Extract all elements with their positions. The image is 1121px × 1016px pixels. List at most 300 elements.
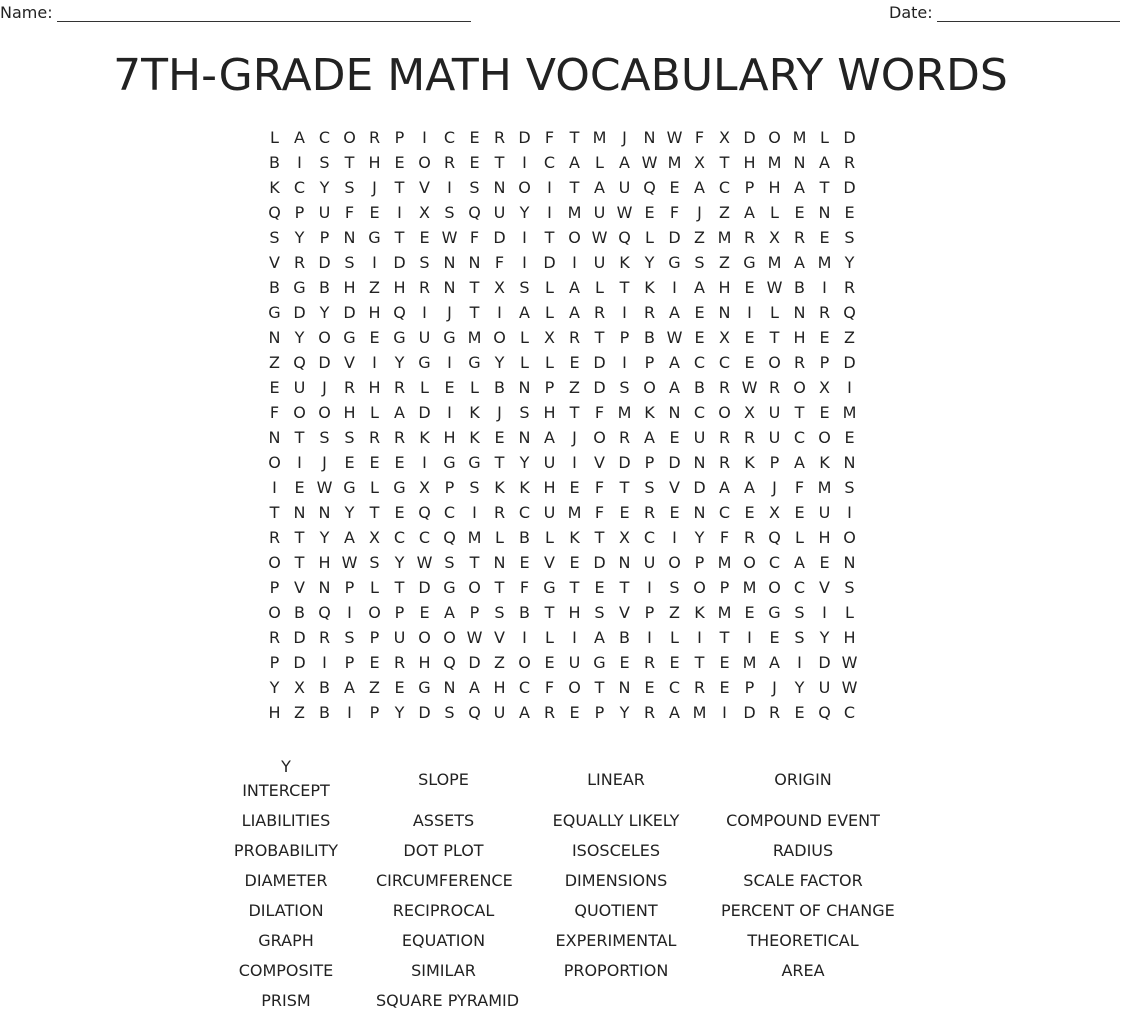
grid-cell[interactable]: E — [719, 653, 730, 672]
grid-cell[interactable]: O — [468, 578, 481, 597]
grid-cell[interactable]: E — [819, 328, 830, 347]
grid-cell[interactable]: X — [694, 153, 705, 172]
grid-cell[interactable]: F — [519, 578, 530, 597]
grid-cell[interactable]: E — [669, 503, 680, 522]
grid-cell[interactable]: I — [347, 603, 352, 622]
grid-cell[interactable]: V — [344, 353, 355, 372]
grid-cell[interactable]: I — [522, 253, 527, 272]
grid-cell[interactable]: E — [569, 353, 580, 372]
grid-cell[interactable]: H — [343, 403, 356, 422]
grid-cell[interactable]: U — [318, 203, 331, 222]
grid-cell[interactable]: Z — [294, 703, 305, 722]
grid-cell[interactable]: N — [468, 253, 481, 272]
grid-cell[interactable]: G — [343, 328, 356, 347]
grid-cell[interactable]: B — [494, 378, 505, 397]
grid-cell[interactable]: Q — [643, 178, 656, 197]
grid-cell[interactable]: Y — [844, 253, 855, 272]
grid-cell[interactable]: F — [544, 128, 555, 147]
grid-cell[interactable]: X — [619, 528, 630, 547]
grid-cell[interactable]: I — [547, 178, 552, 197]
grid-cell[interactable]: O — [768, 128, 781, 147]
grid-cell[interactable]: A — [819, 153, 830, 172]
grid-cell[interactable]: B — [319, 278, 330, 297]
grid-cell[interactable]: R — [618, 428, 631, 447]
grid-cell[interactable]: O — [593, 428, 606, 447]
grid-cell[interactable]: O — [268, 553, 281, 572]
grid-cell[interactable]: R — [293, 253, 306, 272]
grid-cell[interactable]: D — [318, 253, 331, 272]
grid-cell[interactable]: D — [543, 253, 556, 272]
grid-cell[interactable]: O — [418, 153, 431, 172]
grid-cell[interactable]: E — [744, 603, 755, 622]
grid-cell[interactable]: D — [593, 553, 606, 572]
grid-cell[interactable]: O — [368, 603, 381, 622]
grid-cell[interactable]: N — [793, 153, 806, 172]
grid-cell[interactable]: B — [269, 278, 280, 297]
grid-cell[interactable]: A — [794, 553, 805, 572]
grid-cell[interactable]: F — [544, 678, 555, 697]
grid-cell[interactable]: S — [644, 478, 655, 497]
grid-cell[interactable]: E — [369, 328, 380, 347]
grid-cell[interactable]: C — [518, 678, 531, 697]
grid-cell[interactable]: F — [469, 228, 480, 247]
grid-cell[interactable]: I — [647, 628, 652, 647]
grid-cell[interactable]: E — [769, 628, 780, 647]
grid-cell[interactable]: P — [294, 203, 305, 222]
grid-cell[interactable]: S — [369, 553, 380, 572]
grid-cell[interactable]: M — [667, 153, 682, 172]
grid-cell[interactable]: R — [693, 678, 706, 697]
grid-cell[interactable]: E — [694, 303, 705, 322]
grid-cell[interactable]: X — [369, 528, 380, 547]
grid-cell[interactable]: N — [518, 378, 531, 397]
grid-cell[interactable]: T — [569, 403, 580, 422]
grid-cell[interactable]: P — [319, 228, 330, 247]
grid-cell[interactable]: T — [294, 528, 305, 547]
grid-cell[interactable]: W — [666, 128, 683, 147]
grid-cell[interactable]: A — [519, 703, 530, 722]
grid-cell[interactable]: U — [293, 378, 306, 397]
grid-cell[interactable]: P — [469, 603, 480, 622]
grid-cell[interactable]: U — [543, 453, 556, 472]
grid-cell[interactable]: I — [797, 653, 802, 672]
grid-cell[interactable]: E — [794, 503, 805, 522]
grid-cell[interactable]: E — [744, 328, 755, 347]
grid-cell[interactable]: X — [419, 478, 430, 497]
grid-cell[interactable]: L — [270, 128, 279, 147]
grid-cell[interactable]: E — [544, 653, 555, 672]
grid-cell[interactable]: W — [766, 278, 783, 297]
grid-cell[interactable]: M — [467, 328, 482, 347]
grid-cell[interactable]: C — [543, 153, 556, 172]
grid-cell[interactable]: C — [668, 678, 681, 697]
grid-cell[interactable]: K — [644, 278, 655, 297]
grid-cell[interactable]: A — [694, 178, 705, 197]
grid-cell[interactable]: M — [592, 128, 607, 147]
grid-cell[interactable]: O — [268, 603, 281, 622]
grid-cell[interactable]: I — [472, 503, 477, 522]
grid-cell[interactable]: W — [416, 553, 433, 572]
grid-cell[interactable]: X — [494, 278, 505, 297]
grid-cell[interactable]: I — [622, 303, 627, 322]
grid-cell[interactable]: S — [319, 428, 330, 447]
grid-cell[interactable]: M — [742, 653, 757, 672]
grid-cell[interactable]: H — [443, 428, 456, 447]
grid-cell[interactable]: E — [569, 553, 580, 572]
grid-cell[interactable]: I — [422, 128, 427, 147]
grid-cell[interactable]: E — [394, 678, 405, 697]
grid-cell[interactable]: G — [418, 353, 431, 372]
grid-cell[interactable]: U — [543, 503, 556, 522]
grid-cell[interactable]: C — [393, 528, 406, 547]
grid-cell[interactable]: E — [744, 503, 755, 522]
grid-cell[interactable]: H — [368, 153, 381, 172]
grid-cell[interactable]: T — [544, 603, 555, 622]
grid-cell[interactable]: G — [443, 453, 456, 472]
grid-cell[interactable]: A — [294, 128, 305, 147]
grid-cell[interactable]: N — [493, 553, 506, 572]
grid-cell[interactable]: M — [767, 253, 782, 272]
grid-cell[interactable]: U — [618, 178, 631, 197]
grid-cell[interactable]: R — [393, 378, 406, 397]
grid-cell[interactable]: E — [344, 453, 355, 472]
grid-cell[interactable]: F — [494, 253, 505, 272]
grid-cell[interactable]: Z — [369, 678, 380, 697]
grid-cell[interactable]: R — [643, 303, 656, 322]
grid-cell[interactable]: H — [493, 678, 506, 697]
grid-cell[interactable]: P — [444, 478, 455, 497]
grid-cell[interactable]: A — [544, 428, 555, 447]
grid-cell[interactable]: X — [544, 328, 555, 347]
grid-cell[interactable]: I — [372, 353, 377, 372]
grid-cell[interactable]: A — [394, 403, 405, 422]
grid-cell[interactable]: N — [293, 503, 306, 522]
grid-cell[interactable]: Z — [694, 228, 705, 247]
grid-cell[interactable]: Q — [318, 603, 331, 622]
grid-cell[interactable]: A — [344, 528, 355, 547]
grid-cell[interactable]: W — [666, 328, 683, 347]
grid-cell[interactable]: Q — [443, 528, 456, 547]
grid-cell[interactable]: K — [744, 453, 755, 472]
grid-cell[interactable]: A — [794, 253, 805, 272]
grid-cell[interactable]: L — [370, 578, 379, 597]
grid-cell[interactable]: W — [441, 228, 458, 247]
grid-cell[interactable]: A — [744, 478, 755, 497]
grid-cell[interactable]: N — [793, 303, 806, 322]
grid-cell[interactable]: K — [569, 528, 580, 547]
grid-cell[interactable]: L — [670, 628, 679, 647]
grid-cell[interactable]: L — [470, 378, 479, 397]
grid-cell[interactable]: L — [370, 403, 379, 422]
grid-cell[interactable]: I — [747, 628, 752, 647]
grid-cell[interactable]: T — [294, 428, 305, 447]
grid-cell[interactable]: E — [294, 478, 305, 497]
grid-cell[interactable]: P — [619, 328, 630, 347]
grid-cell[interactable]: K — [469, 428, 480, 447]
grid-cell[interactable]: A — [794, 178, 805, 197]
grid-cell[interactable]: R — [593, 303, 606, 322]
grid-cell[interactable]: H — [793, 328, 806, 347]
grid-cell[interactable]: L — [520, 353, 529, 372]
grid-cell[interactable]: O — [743, 553, 756, 572]
grid-cell[interactable]: D — [843, 178, 856, 197]
grid-cell[interactable]: T — [394, 228, 405, 247]
grid-cell[interactable]: K — [419, 428, 430, 447]
grid-cell[interactable]: M — [767, 153, 782, 172]
grid-cell[interactable]: S — [694, 253, 705, 272]
grid-cell[interactable]: Y — [269, 678, 280, 697]
grid-cell[interactable]: P — [819, 353, 830, 372]
grid-cell[interactable]: S — [344, 178, 355, 197]
grid-cell[interactable]: P — [719, 578, 730, 597]
grid-cell[interactable]: Q — [468, 703, 481, 722]
grid-cell[interactable]: I — [372, 253, 377, 272]
grid-cell[interactable]: S — [494, 603, 505, 622]
grid-cell[interactable]: D — [343, 303, 356, 322]
grid-cell[interactable]: R — [643, 653, 656, 672]
grid-cell[interactable]: E — [719, 678, 730, 697]
grid-cell[interactable]: R — [568, 328, 581, 347]
grid-cell[interactable]: H — [268, 703, 281, 722]
grid-cell[interactable]: G — [443, 578, 456, 597]
grid-cell[interactable]: C — [693, 403, 706, 422]
grid-cell[interactable]: D — [618, 453, 631, 472]
grid-cell[interactable]: P — [394, 603, 405, 622]
grid-cell[interactable]: S — [669, 578, 680, 597]
grid-cell[interactable]: K — [469, 403, 480, 422]
grid-cell[interactable]: O — [668, 553, 681, 572]
grid-cell[interactable]: J — [772, 678, 777, 697]
grid-cell[interactable]: A — [669, 303, 680, 322]
grid-cell[interactable]: I — [447, 178, 452, 197]
grid-cell[interactable]: I — [522, 228, 527, 247]
grid-cell[interactable]: G — [393, 328, 406, 347]
grid-cell[interactable]: U — [493, 203, 506, 222]
grid-cell[interactable]: N — [843, 453, 856, 472]
grid-cell[interactable]: Z — [719, 203, 730, 222]
grid-cell[interactable]: O — [318, 403, 331, 422]
grid-cell[interactable]: G — [368, 228, 381, 247]
grid-cell[interactable]: C — [518, 503, 531, 522]
grid-cell[interactable]: F — [594, 503, 605, 522]
grid-cell[interactable]: E — [594, 578, 605, 597]
grid-cell[interactable]: A — [694, 278, 705, 297]
grid-cell[interactable]: Y — [319, 178, 330, 197]
grid-cell[interactable]: S — [344, 628, 355, 647]
grid-cell[interactable]: E — [744, 353, 755, 372]
grid-cell[interactable]: C — [693, 353, 706, 372]
grid-cell[interactable]: E — [569, 478, 580, 497]
grid-cell[interactable]: I — [297, 153, 302, 172]
grid-cell[interactable]: R — [268, 528, 281, 547]
grid-cell[interactable]: U — [818, 503, 831, 522]
grid-cell[interactable]: C — [318, 128, 331, 147]
grid-cell[interactable]: I — [572, 253, 577, 272]
grid-cell[interactable]: Y — [519, 453, 530, 472]
grid-cell[interactable]: T — [294, 553, 305, 572]
grid-cell[interactable]: M — [792, 128, 807, 147]
grid-cell[interactable]: I — [497, 303, 502, 322]
grid-cell[interactable]: L — [770, 303, 779, 322]
grid-cell[interactable]: L — [495, 528, 504, 547]
grid-cell[interactable]: P — [344, 578, 355, 597]
grid-cell[interactable]: F — [694, 128, 705, 147]
grid-cell[interactable]: P — [644, 353, 655, 372]
grid-cell[interactable]: N — [518, 428, 531, 447]
grid-cell[interactable]: W — [316, 478, 333, 497]
grid-cell[interactable]: V — [494, 628, 505, 647]
grid-cell[interactable]: A — [719, 478, 730, 497]
grid-cell[interactable]: F — [594, 478, 605, 497]
grid-cell[interactable]: R — [443, 153, 456, 172]
grid-cell[interactable]: S — [444, 553, 455, 572]
grid-cell[interactable]: E — [794, 703, 805, 722]
grid-cell[interactable]: I — [822, 603, 827, 622]
grid-cell[interactable]: O — [818, 428, 831, 447]
grid-cell[interactable]: G — [668, 253, 681, 272]
grid-cell[interactable]: A — [519, 303, 530, 322]
grid-cell[interactable]: T — [344, 153, 355, 172]
grid-cell[interactable]: S — [469, 478, 480, 497]
grid-cell[interactable]: R — [368, 128, 381, 147]
grid-cell[interactable]: B — [294, 603, 305, 622]
grid-cell[interactable]: N — [618, 678, 631, 697]
grid-cell[interactable]: N — [818, 203, 831, 222]
grid-cell[interactable]: B — [519, 603, 530, 622]
grid-cell[interactable]: G — [593, 653, 606, 672]
grid-cell[interactable]: H — [543, 403, 556, 422]
grid-cell[interactable]: E — [419, 603, 430, 622]
grid-cell[interactable]: O — [768, 353, 781, 372]
grid-cell[interactable]: Y — [794, 678, 805, 697]
grid-cell[interactable]: O — [293, 403, 306, 422]
grid-cell[interactable]: C — [718, 178, 731, 197]
grid-cell[interactable]: B — [794, 278, 805, 297]
grid-cell[interactable]: E — [394, 153, 405, 172]
grid-cell[interactable]: S — [319, 153, 330, 172]
grid-cell[interactable]: N — [443, 678, 456, 697]
grid-cell[interactable]: C — [793, 428, 806, 447]
grid-cell[interactable]: F — [269, 403, 280, 422]
grid-cell[interactable]: A — [669, 703, 680, 722]
grid-cell[interactable]: C — [418, 528, 431, 547]
grid-cell[interactable]: J — [572, 428, 577, 447]
grid-cell[interactable]: Z — [844, 328, 855, 347]
grid-cell[interactable]: B — [319, 678, 330, 697]
grid-cell[interactable]: S — [844, 578, 855, 597]
date-field[interactable] — [889, 3, 1120, 22]
grid-cell[interactable]: E — [619, 653, 630, 672]
grid-cell[interactable]: D — [293, 628, 306, 647]
grid-cell[interactable]: T — [594, 678, 605, 697]
grid-cell[interactable]: T — [794, 403, 805, 422]
grid-cell[interactable]: A — [669, 378, 680, 397]
grid-cell[interactable]: I — [647, 578, 652, 597]
grid-cell[interactable]: H — [718, 278, 731, 297]
grid-cell[interactable]: T — [469, 278, 480, 297]
grid-cell[interactable]: A — [769, 653, 780, 672]
grid-cell[interactable]: Y — [619, 703, 630, 722]
grid-cell[interactable]: L — [545, 628, 554, 647]
grid-cell[interactable]: Q — [268, 203, 281, 222]
grid-cell[interactable]: E — [394, 453, 405, 472]
grid-cell[interactable]: F — [719, 528, 730, 547]
grid-cell[interactable]: W — [841, 653, 858, 672]
grid-cell[interactable]: Q — [843, 303, 856, 322]
grid-cell[interactable]: A — [619, 153, 630, 172]
grid-cell[interactable]: M — [842, 403, 857, 422]
grid-cell[interactable]: O — [793, 378, 806, 397]
grid-cell[interactable]: M — [717, 553, 732, 572]
grid-cell[interactable]: E — [569, 703, 580, 722]
grid-cell[interactable]: I — [522, 153, 527, 172]
grid-cell[interactable]: T — [594, 528, 605, 547]
grid-cell[interactable]: Q — [818, 703, 831, 722]
grid-cell[interactable]: T — [494, 153, 505, 172]
grid-cell[interactable]: X — [719, 128, 730, 147]
grid-cell[interactable]: Q — [468, 203, 481, 222]
grid-cell[interactable]: D — [318, 353, 331, 372]
grid-cell[interactable]: T — [544, 228, 555, 247]
grid-cell[interactable]: H — [343, 278, 356, 297]
grid-cell[interactable]: R — [793, 353, 806, 372]
grid-cell[interactable]: F — [794, 478, 805, 497]
grid-cell[interactable]: T — [469, 553, 480, 572]
grid-cell[interactable]: D — [293, 653, 306, 672]
grid-cell[interactable]: G — [268, 303, 281, 322]
grid-cell[interactable]: Q — [418, 503, 431, 522]
grid-cell[interactable]: B — [644, 328, 655, 347]
grid-cell[interactable]: L — [420, 378, 429, 397]
grid-cell[interactable]: D — [668, 453, 681, 472]
grid-cell[interactable]: J — [622, 128, 627, 147]
grid-cell[interactable]: X — [294, 678, 305, 697]
grid-cell[interactable]: D — [693, 478, 706, 497]
grid-cell[interactable]: N — [443, 278, 456, 297]
grid-cell[interactable]: L — [795, 528, 804, 547]
grid-cell[interactable]: V — [669, 478, 680, 497]
grid-cell[interactable]: T — [469, 303, 480, 322]
grid-cell[interactable]: T — [819, 178, 830, 197]
grid-cell[interactable]: D — [843, 353, 856, 372]
grid-cell[interactable]: E — [369, 453, 380, 472]
grid-cell[interactable]: I — [672, 278, 677, 297]
grid-cell[interactable]: O — [518, 653, 531, 672]
grid-cell[interactable]: E — [844, 203, 855, 222]
grid-cell[interactable]: E — [469, 153, 480, 172]
grid-cell[interactable]: Z — [269, 353, 280, 372]
grid-cell[interactable]: R — [743, 228, 756, 247]
grid-cell[interactable]: L — [770, 203, 779, 222]
grid-cell[interactable]: U — [593, 253, 606, 272]
grid-cell[interactable]: V — [619, 603, 630, 622]
grid-cell[interactable]: W — [741, 378, 758, 397]
grid-cell[interactable]: V — [419, 178, 430, 197]
grid-cell[interactable]: Y — [294, 228, 305, 247]
grid-cell[interactable]: I — [697, 628, 702, 647]
grid-cell[interactable]: D — [468, 653, 481, 672]
grid-cell[interactable]: Q — [393, 303, 406, 322]
grid-cell[interactable]: T — [719, 628, 730, 647]
grid-cell[interactable]: X — [769, 503, 780, 522]
grid-cell[interactable]: I — [447, 353, 452, 372]
grid-cell[interactable]: T — [269, 503, 280, 522]
grid-cell[interactable]: N — [343, 228, 356, 247]
grid-cell[interactable]: Z — [669, 603, 680, 622]
grid-cell[interactable]: H — [543, 478, 556, 497]
grid-cell[interactable]: T — [569, 128, 580, 147]
grid-cell[interactable]: T — [494, 453, 505, 472]
